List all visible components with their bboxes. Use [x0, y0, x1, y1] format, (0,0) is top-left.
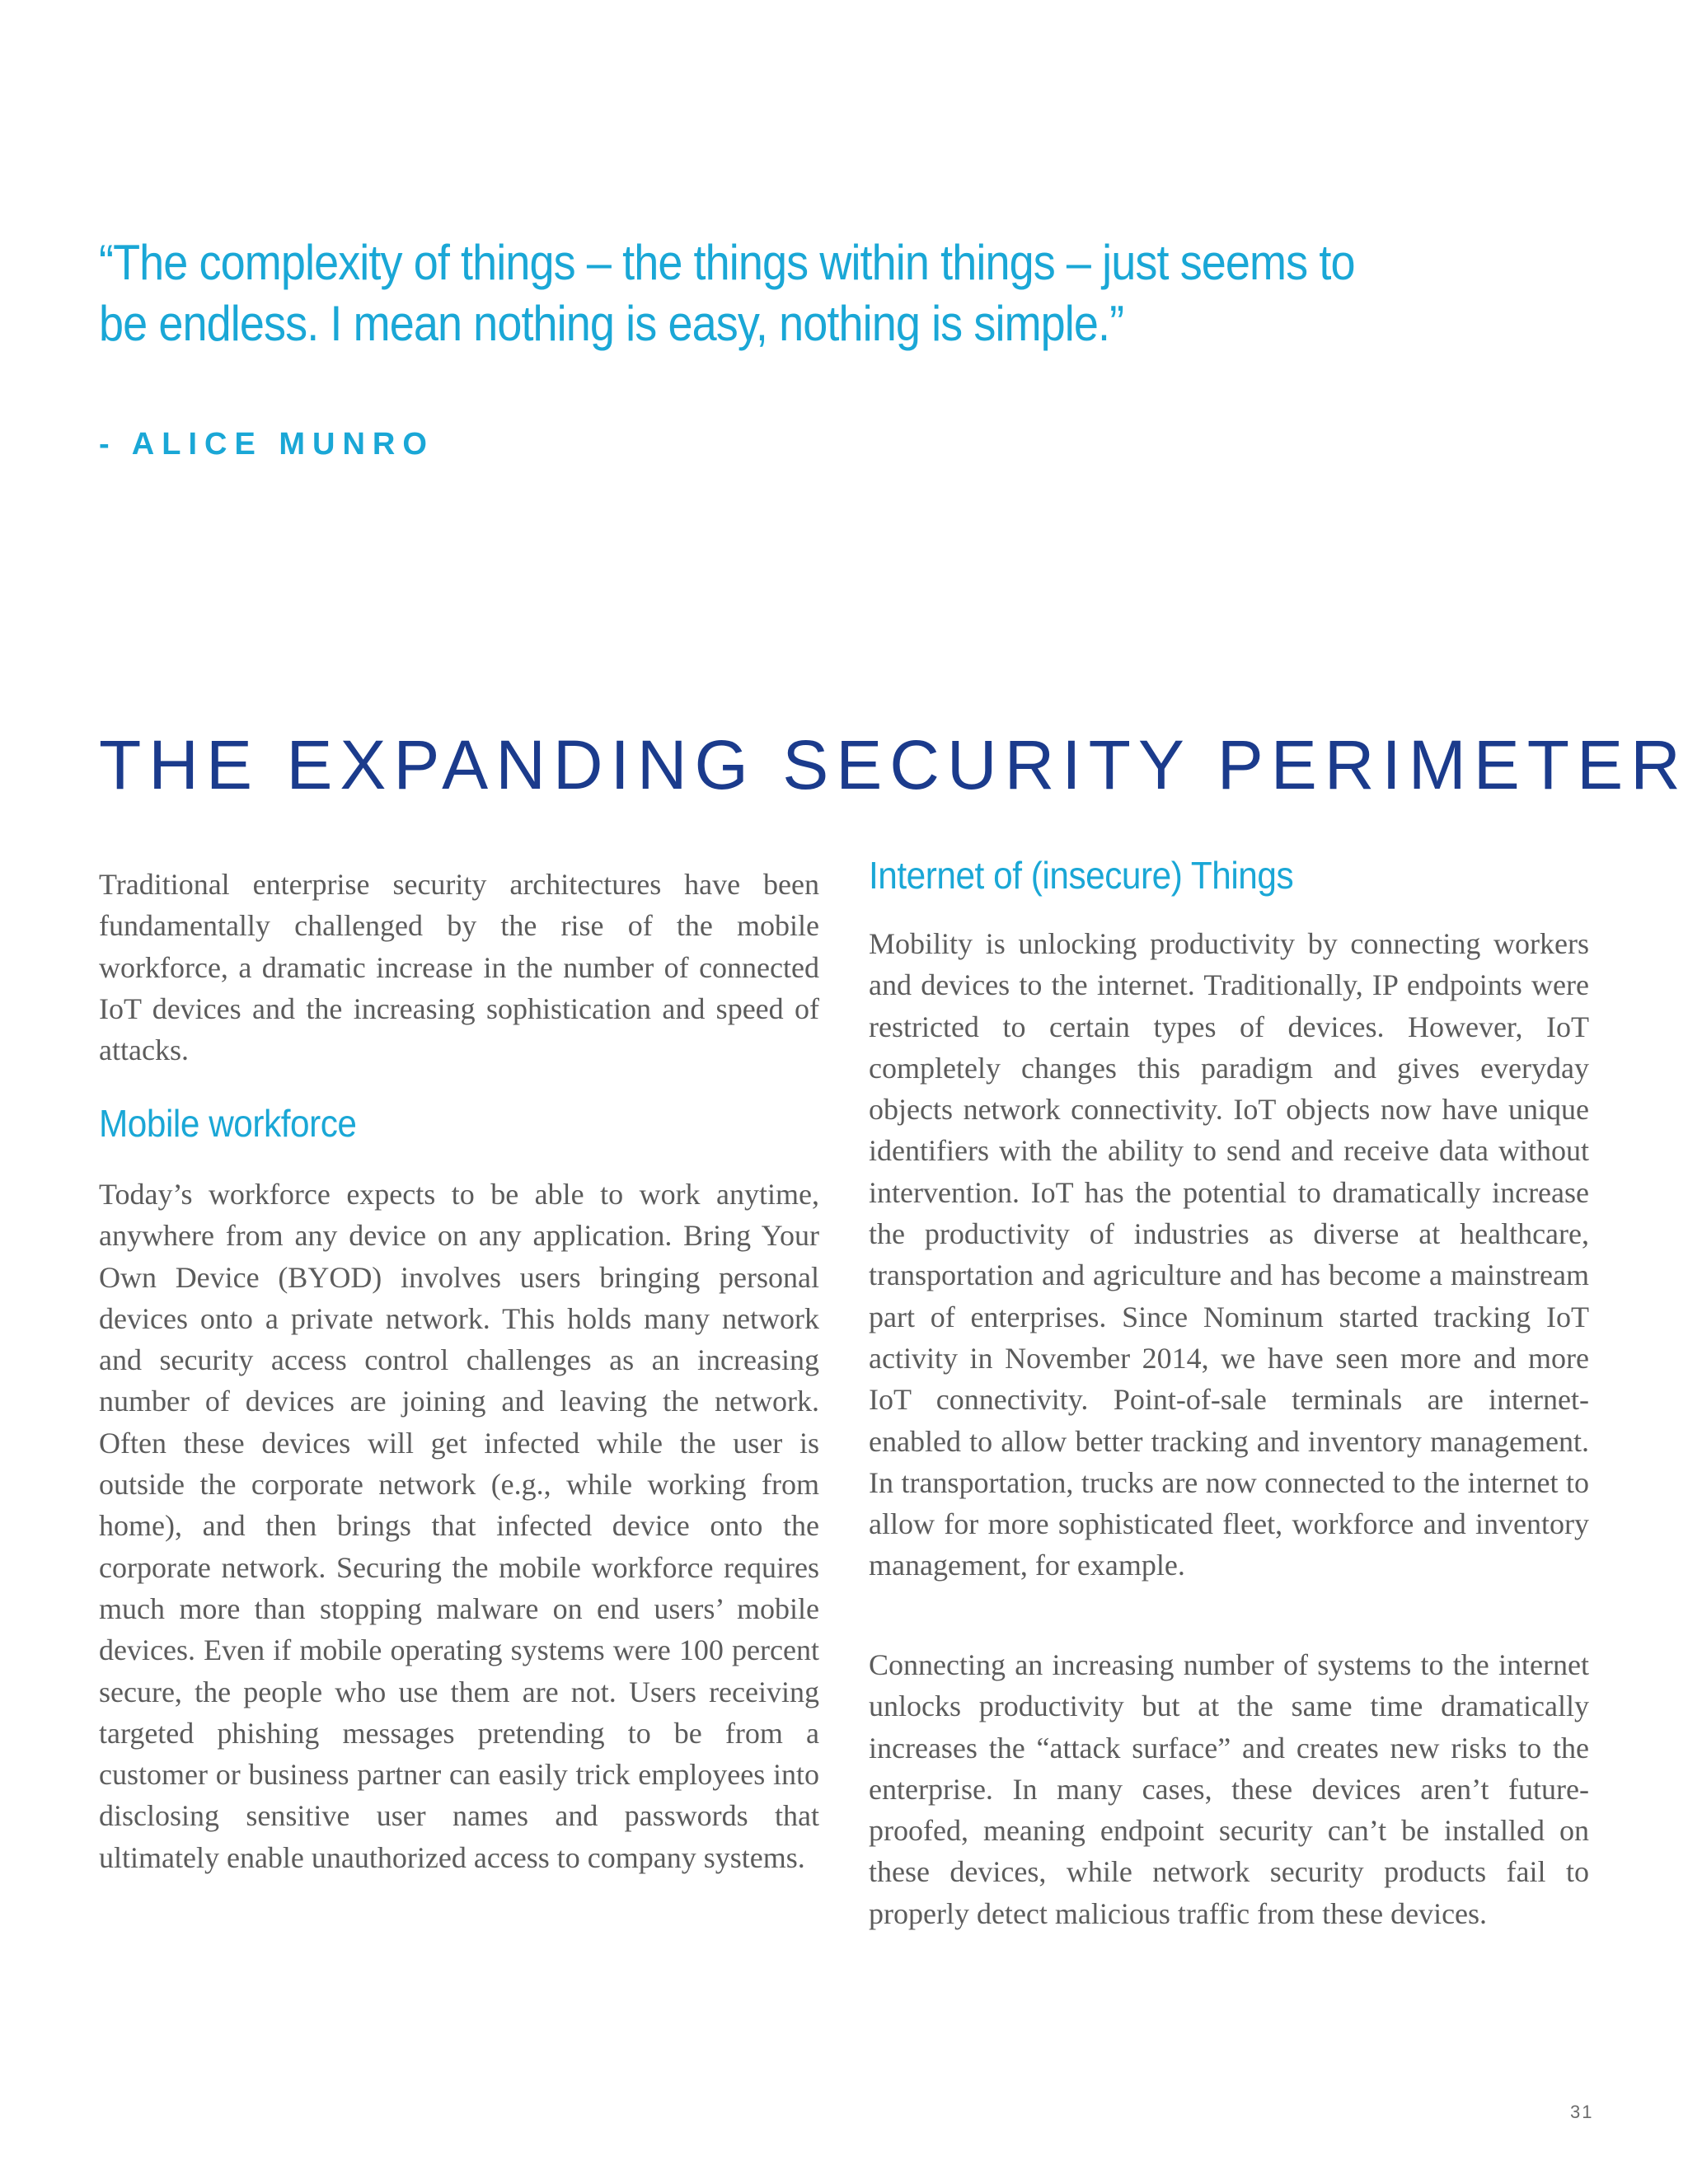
intro-paragraph: Traditional enterprise security architectures have been fundamentally challenged by the rise of the mobile workforce, a dramatic increase in the number of connected IoT devices and the increasing sophistication and speed of attacks. — [99, 868, 819, 1067]
quote-attribution: - ALICE MUNRO — [99, 427, 434, 462]
section-title: THE EXPANDING SECURITY PERIMETER — [99, 726, 1688, 804]
iot-paragraph-1: Mobility is unlocking productivity by connecting workers and devices to the internet. Traditionally, IP endpoints were restricted to certain types of devices. However, IoT completely changes this paradigm and gives everyday objects network connectivity. IoT objects now have unique identifiers with the ability to send and receive data without intervention. IoT has the potential to dramatically increase the productivity of industries as diverse at healthcare, transportation and agriculture and has become a mainstream part of enterprises. Since Nominum started tracking IoT activity in November 2014, we have seen more and more IoT connectivity. Point-of-sale terminals are internet-enabled to allow better tracking and inventory management. In transportation, trucks are now connected to the internet to allow for more sophisticated fleet, workforce and inventory management, for example. — [869, 927, 1589, 1582]
mobile-workforce-paragraph: Today’s workforce expects to be able to work anytime, anywhere from any device on any application. Bring Your Own Device (BYOD) involves users bringing personal devices onto a private network. This holds many network and security access control challenges as an increasing number of devices are joining and leaving the network. Often these devices will get infected while the user is outside the corporate network (e.g., while working from home), and then brings that infected device onto the corporate network. Securing the mobile workforce requires much more than stopping malware on end users’ mobile devices. Even if mobile operating systems were 100 percent secure, the people who use them are not. Users receiving targeted phishing messages pretending to be from a customer or business partner can easily trick employees into disclosing sensitive user names and passwords that ultimately enable unauthorized access to company systems. — [99, 1178, 819, 1874]
pull-quote: “The complexity of things – the things within things – just seems to be endless. I mean nothing is easy, nothing is simple.” — [99, 235, 1355, 351]
page-number: 31 — [1570, 2102, 1594, 2122]
iot-paragraph-2: Connecting an increasing number of systems to the internet unlocks productivity but at the same time dramatically increases the “attack surface” and creates new risks to the enterprise. In many cases, these devices aren’t future-proofed, meaning endpoint security can’t be installed on these devices, while network security products fail to properly detect malicious traffic from these devices. — [869, 1648, 1589, 1930]
subheading-internet-of-things: Internet of (insecure) Things — [869, 854, 1294, 897]
subheading-mobile-workforce: Mobile workforce — [99, 1102, 357, 1145]
